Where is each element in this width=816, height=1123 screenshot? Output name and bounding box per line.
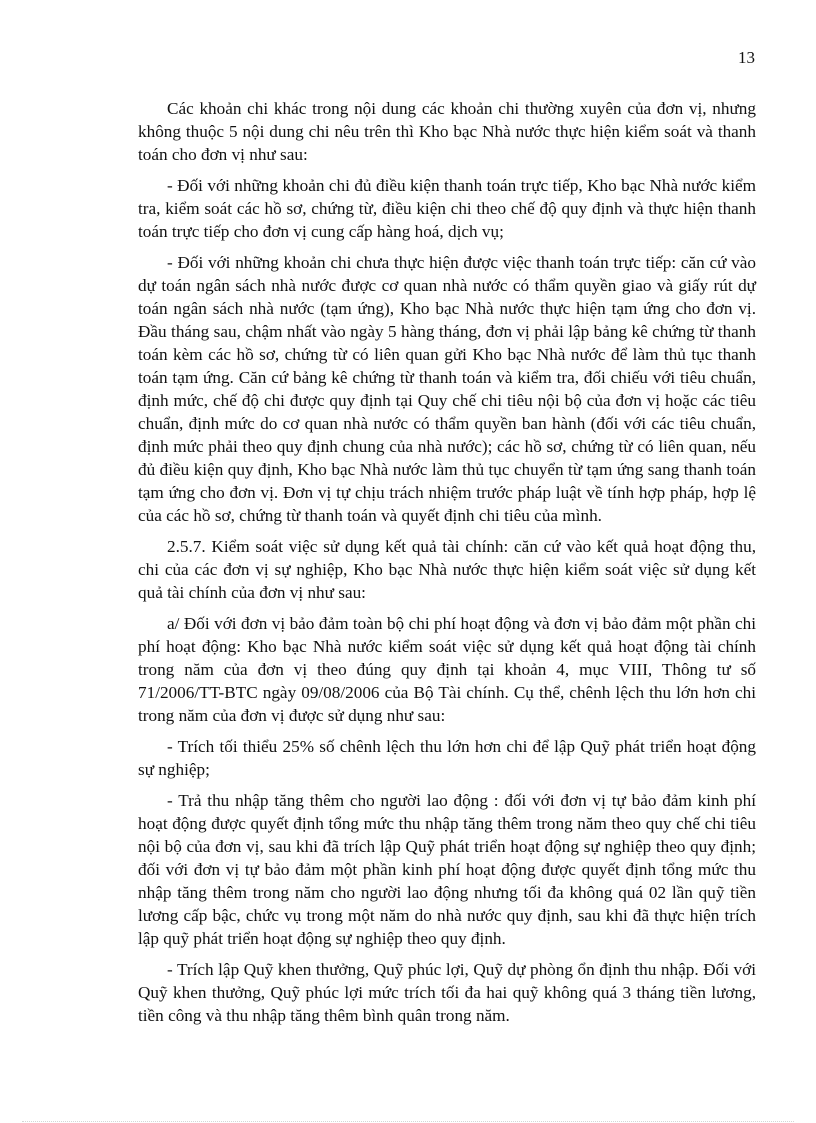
paragraph-section-2-5-7: 2.5.7. Kiểm soát việc sử dụng kết quả tài chính: căn cứ vào kết quả hoạt động thu, chi của các đơn vị sự nghiệp, Kho bạc Nhà nước thực hiện kiểm soát việc sử dụng kết quả tài chính của đơn vị như sau: [138,537,756,602]
document-body [138,97,756,1035]
paragraph-direct-payment: - Đối với những khoản chi đủ điều kiện thanh toán trực tiếp, Kho bạc Nhà nước kiểm tra, kiểm soát các hồ sơ, chứng từ, điều kiện chi theo chế độ quy định và thực hiện thanh toán trực tiếp cho đơn vị cung cấp hàng hoá, dịch vụ; [138,176,756,241]
paragraph-advance-payment: - Đối với những khoản chi chưa thực hiện được việc thanh toán trực tiếp: căn cứ vào dự toán ngân sách nhà nước được cơ quan nhà nước có thẩm quyền giao và giấy rút dự toán ngân sách nhà nước (tạm ứng), Kho bạc Nhà nước thực hiện tạm ứng cho đơn vị. Đầu tháng sau, chậm nhất vào ngày 5 hàng tháng, đơn vị phải lập bảng kê chứng từ thanh toán kèm các hồ sơ, chứng từ có liên quan gửi Kho bạc Nhà nước để làm thủ tục thanh toán tạm ứng. Căn cứ bảng kê chứng từ thanh toán và kiểm tra, đối chiếu với tiêu chuẩn, định mức, chế độ chi được quy định tại Quy chế chi tiêu nội bộ của đơn vị hoặc các tiêu chuẩn, định mức do cơ quan nhà nước có thẩm quyền ban hành (đối với các tiêu chuẩn, định mức phải theo quy định chung của nhà nước); các hồ sơ, chứng từ có liên quan, nếu đủ điều kiện quy định, Kho bạc Nhà nước làm thủ tục chuyển từ tạm ứng sang thanh toán tạm ứng cho đơn vị. Đơn vị tự chịu trách nhiệm trước pháp luật về tính hợp pháp, hợp lệ của các hồ sơ, chứng từ thanh toán và quyết định chi tiêu của mình. [138,253,756,525]
paragraph-reward-welfare-funds: - Trích lập Quỹ khen thưởng, Quỹ phúc lợi, Quỹ dự phòng ổn định thu nhập. Đối với Quỹ khen thưởng, Quỹ phúc lợi mức trích tối đa hai quỹ không quá 3 tháng tiền lương, tiền công và thu nhập tăng thêm bình quân trong năm. [138,960,756,1025]
paragraph-additional-income: - Trả thu nhập tăng thêm cho người lao động : đối với đơn vị tự bảo đảm kinh phí hoạt động được quyết định tổng mức thu nhập tăng thêm trong năm theo quy chế chi tiêu nội bộ của đơn vị, sau khi đã trích lập Quỹ phát triển hoạt động sự nghiệp theo quy định; đối với đơn vị tự bảo đảm một phần kinh phí hoạt động được quyết định tổng mức thu nhập tăng thêm trong năm cho người lao động nhưng tối đa không quá 02 lần quỹ tiền lương cấp bậc, chức vụ trong một năm do nhà nước quy định, sau khi đã thực hiện trích lập quỹ phát triển hoạt động sự nghiệp theo quy định. [138,791,756,948]
page-bottom-divider [22,1121,794,1122]
paragraph-clause-a: a/ Đối với đơn vị bảo đảm toàn bộ chi phí hoạt động và đơn vị bảo đảm một phần chi phí hoạt động: Kho bạc Nhà nước kiểm soát việc sử dụng kết quả hoạt động tài chính trong năm của đơn vị theo đúng quy định tại khoản 4, mục VIII, Thông tư số 71/2006/TT-BTC ngày 09/08/2006 của Bộ Tài chính. Cụ thể, chênh lệch thu lớn hơn chi trong năm của đơn vị được sử dụng như sau: [138,614,756,725]
paragraph-development-fund: - Trích tối thiểu 25% số chênh lệch thu lớn hơn chi để lập Quỹ phát triển hoạt động sự nghiệp; [138,737,756,779]
page-number: 13 [738,48,755,67]
paragraph-other-expenses-intro: Các khoản chi khác trong nội dung các khoản chi thường xuyên của đơn vị, nhưng không thuộc 5 nội dung chi nêu trên thì Kho bạc Nhà nước thực hiện kiểm soát và thanh toán cho đơn vị như sau: [138,99,756,164]
